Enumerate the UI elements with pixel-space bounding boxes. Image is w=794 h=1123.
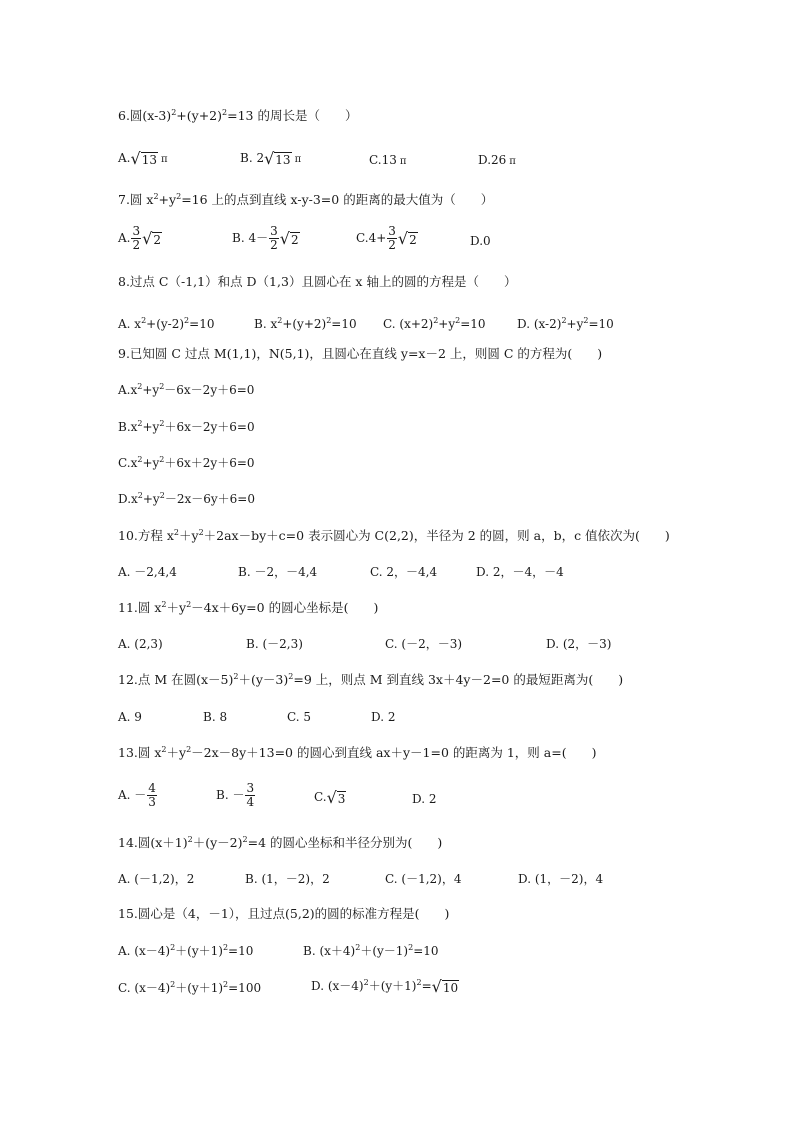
q6-option-d: D.26 π <box>478 153 516 167</box>
q8-option-d: D. $(x-2)^2+y^2=10$ <box>517 316 614 331</box>
q11-option-b: B. (－2,3) <box>246 637 303 651</box>
q13-option-b: B. － $\frac{3}{4}$ <box>216 781 255 809</box>
question-14-stem: 14.圆$(x+1)^2+(y-2)^2=4$ 的圆心坐标和半径分别为( ) <box>118 834 443 850</box>
q9-option-d: $D.x^2+y^2-2x-6y+6=0$ <box>118 491 255 506</box>
question-12-stem: 12.点 M 在圆$(x-5)^2+(y-3)^2=9$ 上，则点 M 到直线 3x＋4y－2=0 的最短距离为( ) <box>118 671 624 687</box>
q10-option-c: C. 2，－4,4 <box>370 565 438 579</box>
question-6-stem: 6.圆$(x-3)^2+(y+2)^2=13$ 的周长是（ ） <box>118 107 358 123</box>
question-8-stem: 8.过点 C（-1,1）和点 D（1,3）且圆心在 x 轴上的圆的方程是（ ） <box>118 274 517 289</box>
q9-option-c: $C.x^2+y^2+6x+2y+6=0$ <box>118 455 255 470</box>
q14-option-a: A. (－1,2)，2 <box>118 872 195 886</box>
question-10-stem: 10.方程 $x^2+y^2+2ax-by+c=0$ 表示圆心为 C(2,2)，半径为 2 的圆，则 a，b，c 值依次为( ) <box>118 527 670 543</box>
q15-option-d: D. $(x-4)^2+(y+1)^2=$ √ 10 <box>311 977 459 996</box>
q6-option-b: B. 2 √ 13 π <box>240 149 302 168</box>
q9-option-b: $B.x^2+y^2+6x-2y+6=0$ <box>118 419 255 434</box>
q8-option-b: B. $x^2+(y+2)^2=10$ <box>254 316 357 331</box>
q13-option-a: A. － $\frac{4}{3}$ <box>118 781 156 809</box>
q14-option-d: D. (1，－2)，4 <box>518 872 604 886</box>
q11-option-c: C. (－2，－3) <box>385 637 463 651</box>
q13-option-d: D. 2 <box>412 792 437 806</box>
q10-option-b: B. －2，－4,4 <box>238 565 318 579</box>
q10-option-d: D. 2，－4，－4 <box>476 565 564 579</box>
q7-option-b: B. 4－ $\frac{3}{2}$ √ 2 <box>232 224 299 252</box>
question-11-stem: 11.圆 $x^2+y^2-4x+6y=0$ 的圆心坐标是( ) <box>118 599 379 615</box>
q11-option-d: D. (2，－3) <box>546 637 612 651</box>
q14-option-b: B. (1，－2)，2 <box>245 872 330 886</box>
q7-option-a: A. $\frac{3}{2}$ √ 2 <box>118 224 161 252</box>
q14-option-c: C. (－1,2)，4 <box>385 872 462 886</box>
question-7-stem: 7.圆 $x^2+y^2=16$ 上的点到直线 x-y-3=0 的距离的最大值为（ ） <box>118 191 494 207</box>
q9-option-a: $A.x^2+y^2-6x-2y+6=0$ <box>118 382 255 397</box>
question-13-stem: 13.圆 $x^2+y^2-2x-8y+13=0$ 的圆心到直线 ax＋y－1=0 的距离为 1，则 a=( ) <box>118 744 597 760</box>
q11-option-a: A. (2,3) <box>118 637 163 651</box>
q12-option-d: D. 2 <box>371 710 396 724</box>
question-15-stem: 15.圆心是（4，－1），且过点(5,2)的圆的标准方程是( ) <box>118 906 450 921</box>
q8-option-a: A. $x^2+(y-2)^2=10$ <box>118 316 215 331</box>
q12-option-a: A. 9 <box>118 710 142 724</box>
q15-option-b: B. $(x+4)^2+(y-1)^2=10$ <box>303 943 439 958</box>
q15-option-a: A. $(x-4)^2+(y+1)^2=10$ <box>118 943 254 958</box>
q6-option-a: A. √ 13 π <box>118 149 168 168</box>
question-9-stem: 9.已知圆 C 过点 M(1,1)，N(5,1)，且圆心在直线 y=x－2 上，则圆 C 的方程为( ) <box>118 346 603 361</box>
q7-option-c: C.4+ $\frac{3}{2}$ √ 2 <box>356 224 417 252</box>
q7-option-d: D.0 <box>470 234 491 248</box>
q13-option-c: C. √ 3 <box>314 788 346 807</box>
q12-option-b: B. 8 <box>203 710 228 724</box>
q6-option-c: C.13 π <box>369 153 407 167</box>
q15-option-c: C. $(x-4)^2+(y+1)^2=100$ <box>118 980 262 995</box>
q10-option-a: A. －2,4,4 <box>118 565 177 579</box>
q12-option-c: C. 5 <box>287 710 312 724</box>
q8-option-c: C. $(x+2)^2+y^2=10$ <box>383 316 486 331</box>
